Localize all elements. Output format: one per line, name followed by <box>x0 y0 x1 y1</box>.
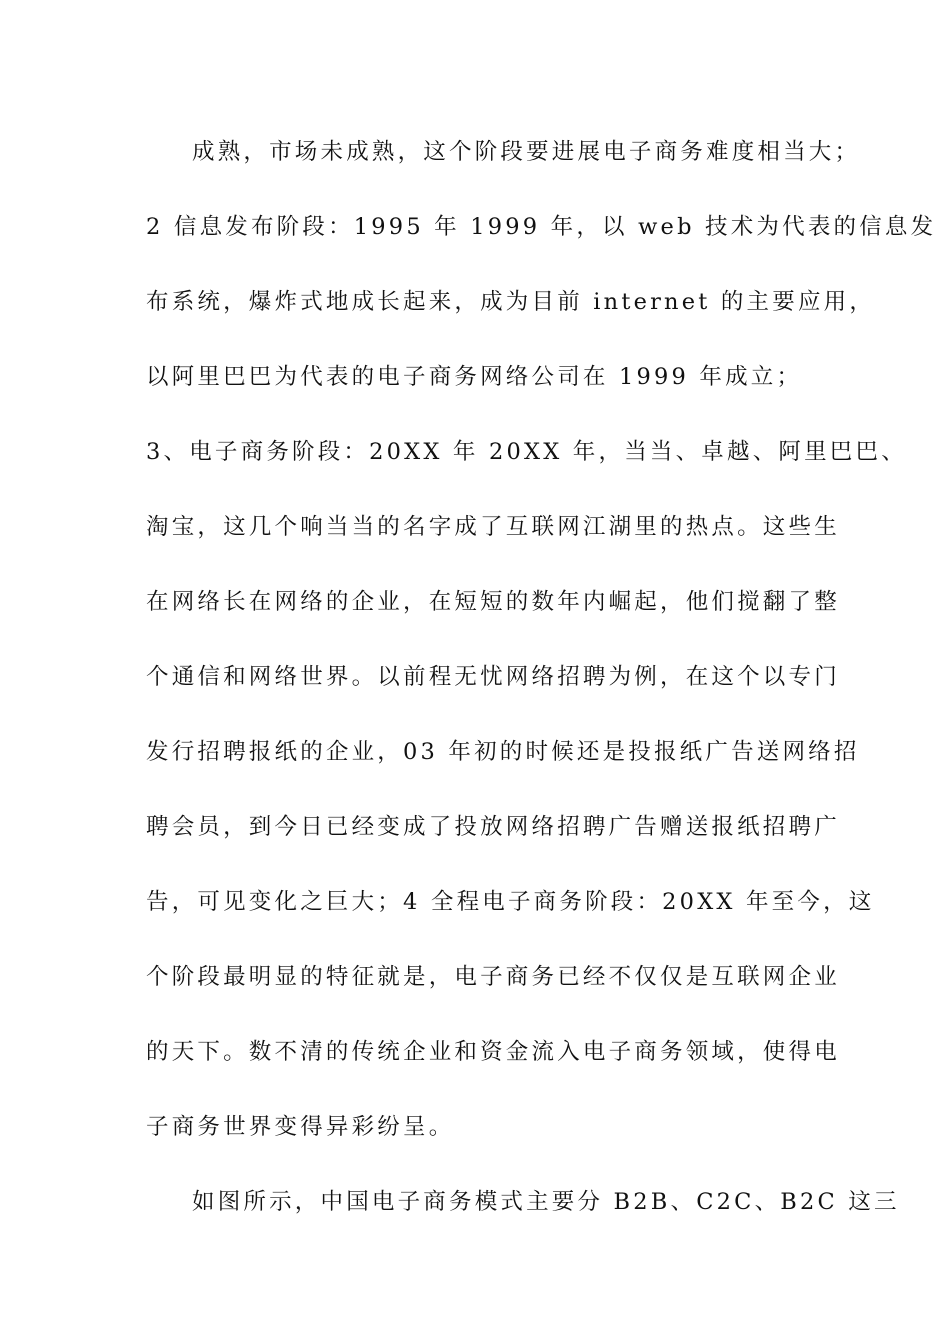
paragraph-line: 以阿里巴巴为代表的电子商务网络公司在 1999 年成立； <box>146 364 803 390</box>
paragraph-line: 布系统，爆炸式地成长起来，成为目前 internet 的主要应用， <box>146 289 876 315</box>
paragraph-line: 个通信和网络世界。以前程无忧网络招聘为例，在这个以专门 <box>146 664 840 690</box>
paragraph-line: 成熟，市场未成熟，这个阶段要进展电子商务难度相当大； <box>192 139 861 165</box>
paragraph-line: 2 信息发布阶段：1995 年 1999 年，以 web 技术为代表的信息发 <box>146 214 937 240</box>
paragraph-line: 在网络长在网络的企业，在短短的数年内崛起，他们搅翻了整 <box>146 589 840 615</box>
paragraph-line: 的天下。数不清的传统企业和资金流入电子商务领域，使得电 <box>146 1039 840 1065</box>
paragraph-line: 子商务世界变得异彩纷呈。 <box>146 1114 455 1140</box>
paragraph-line: 聘会员，到今日已经变成了投放网络招聘广告赠送报纸招聘广 <box>146 814 840 840</box>
paragraph-line: 3、电子商务阶段：20XX 年 20XX 年，当当、卓越、阿里巴巴、 <box>146 439 907 465</box>
paragraph-line: 如图所示，中国电子商务模式主要分 B2B、C2C、B2C 这三 <box>192 1189 900 1215</box>
body-text <box>146 130 937 1255</box>
paragraph-line: 发行招聘报纸的企业，03 年初的时候还是投报纸广告送网络招 <box>146 739 860 765</box>
paragraph-line: 告，可见变化之巨大；4 全程电子商务阶段：20XX 年至今，这 <box>146 889 875 915</box>
paragraph-line: 淘宝，这几个响当当的名字成了互联网江湖里的热点。这些生 <box>146 514 840 540</box>
paragraph-line: 个阶段最明显的特征就是，电子商务已经不仅仅是互联网企业 <box>146 964 840 990</box>
